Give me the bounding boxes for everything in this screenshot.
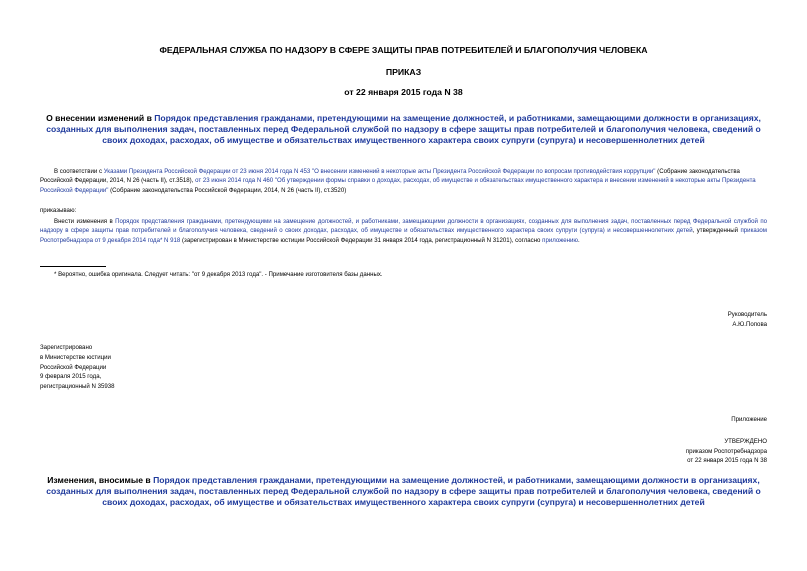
decree-460-link[interactable]: от 23 июня 2014 года N 460 "Об утверждении формы справки о доходах, расходах, об имуществе и обязательствах имущественного характера и внесении изменений в некоторые акты Президента Российской Федерации" (40, 177, 756, 194)
order-918-link[interactable]: приказом Роспотребнадзора от 9 декабря 2014 года* N 918 (40, 227, 768, 244)
item-text-3: (зарегистрирован в Министерстве юстиции Российской Федерации 31 января 2014 года, регистрационный N 31201), согласно (180, 236, 543, 244)
registration-block (40, 343, 115, 392)
item-text-4: . (577, 236, 580, 244)
order-subject (40, 113, 767, 147)
item-text-2: , утвержденный (692, 227, 741, 235)
signer-title: Руководитель (727, 311, 767, 318)
orders-label: приказываю: (40, 207, 77, 214)
signer-block (728, 310, 767, 329)
registration-line-1: Зарегистрировано (40, 344, 93, 351)
registration-line-5: регистрационный N 35938 (40, 383, 115, 391)
changes-procedure-link[interactable]: Порядок представления гражданами, претендующими на замещение должностей, и работниками, замещающими должности в организациях, созданных для выполнения задач, поставленных перед Федеральной службой по надзору в сфере защиты прав потребителей и благополучия человека, сведений о своих доходах, расходах, об имуществе и обязательствах имущественного характера своих супруги (супруга) и несовершеннолетних детей (46, 475, 761, 508)
approved-date: от 22 января 2015 года N 38 (687, 457, 767, 465)
approved-label: УТВЕРЖДЕНО (724, 438, 767, 445)
subject-prefix: О внесении изменений в (46, 113, 155, 123)
registration-line-3: Российской Федерации (40, 363, 107, 371)
order-date: от 22 января 2015 года N 38 (344, 87, 463, 97)
changes-heading (40, 475, 767, 509)
registration-line-2: в Министерстве юстиции (40, 353, 111, 361)
preamble-paragraph (40, 167, 767, 195)
subject-link[interactable]: Порядок представления гражданами, претендующими на замещение должностей, и работниками, замещающими должности в организациях, созданных для выполнения задач, поставленных перед Федеральной службой по надзору в сфере защиты прав потребителей и благополучия человека, сведений о своих доходах, расходах, об имуществе и обязательствах имущественного характера своих супруги (супруга) и несовершеннолетних детей (46, 113, 761, 146)
signer-name: А.Ю.Попова (732, 320, 767, 328)
footnote: * Вероятно, ошибка оригинала. Следует читать: "от 9 декабря 2013 года". - Примечание изготовителя базы данных. (54, 271, 383, 278)
approval-block (686, 437, 767, 466)
order-title: ПРИКАЗ (385, 67, 422, 77)
preamble-text-1: В соответствии с (54, 168, 104, 175)
preamble-text-2: (Собрание законодательства Российской Федерации, 2014, N 26 (часть II), ст.3518), (40, 168, 740, 185)
registration-line-4: 9 февраля 2015 года, (40, 373, 102, 381)
appendix-label: Приложение (731, 416, 767, 423)
footnote-divider (40, 266, 106, 267)
order-item-paragraph (40, 217, 767, 245)
changes-heading-prefix: Изменения, вносимые в (47, 475, 154, 485)
approved-by: приказом Роспотребнадзора (685, 447, 767, 455)
decree-453-link[interactable]: Указами Президента Российской Федерации от 23 июня 2014 года N 453 "О внесении изменений в некоторые акты Президента Российской Федерации по вопросам противодействия коррупции" (103, 168, 656, 175)
procedure-link[interactable]: Порядок представления гражданами, претендующими на замещение должностей, и работниками, замещающими должности в организациях, созданных для выполнения задач, поставленных перед Федеральной службой по надзору в сфере защиты прав потребителей и благополучия человека, сведений о своих доходах, расходах, об имуществе и обязательствах имущественного характера своих супруги (супруга) и несовершеннолетних детей (40, 218, 768, 235)
item-text-1: Внести изменения в (54, 218, 116, 225)
agency-name: ФЕДЕРАЛЬНАЯ СЛУЖБА ПО НАДЗОРУ В СФЕРЕ ЗАЩИТЫ ПРАВ ПОТРЕБИТЕЛЕЙ И БЛАГОПОЛУЧИЯ ЧЕЛОВЕКА (159, 45, 648, 55)
appendix-link[interactable]: приложению (542, 236, 578, 244)
preamble-text-3: (Собрание законодательства Российской Федерации, 2014, N 26 (часть II), ст.3520) (108, 186, 347, 194)
